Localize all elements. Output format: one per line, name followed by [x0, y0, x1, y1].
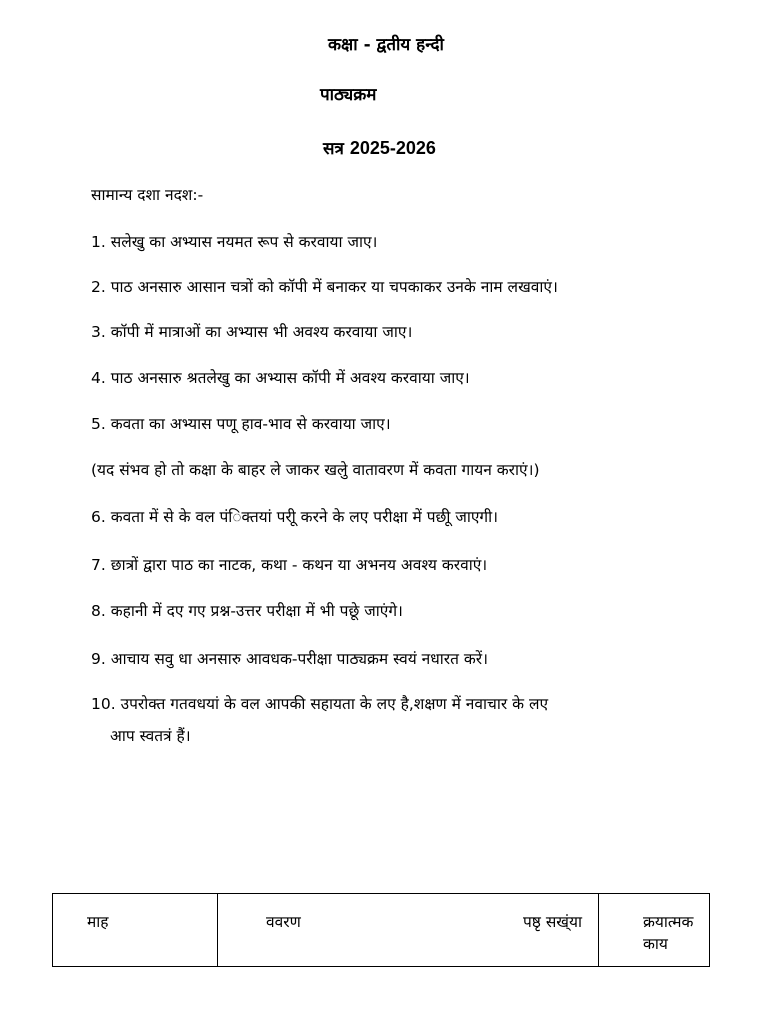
instruction-item: 3. कॉपी में मात्राओं का अभ्यास भी अवश्य करवाया जाए।	[91, 323, 413, 341]
instruction-item-continuation: आप स्वतत्रं हैं।	[110, 727, 191, 745]
table-header-row	[53, 894, 710, 967]
instruction-item: 6. कवता में से के वल पंिक्तयां परीू करने के लए परीक्षा में पछीू जाएगी।	[91, 508, 499, 526]
instructions-heading: सामान्य दशा नदश:-	[91, 186, 204, 204]
header-month: माह	[53, 894, 218, 967]
session-label: सत्र	[323, 139, 344, 159]
instruction-item: 1. सलेखु का अभ्यास नयमत रूप से करवाया जाए।	[91, 233, 378, 251]
session-year: 2025-2026	[349, 138, 436, 158]
instruction-item: 7. छात्रों द्वारा पाठ का नाटक, कथा - कथन या अभनय अवश्य करवाएं।	[91, 556, 488, 574]
header-description: ववरण	[266, 913, 301, 931]
instruction-item: 5. कवता का अभ्यास पणू हाव-भाव से करवाया जाए।	[91, 415, 391, 433]
instruction-item: 9. आचाय सवु धा अनसारु आवधक-परीक्षा पाठ्यक्रम स्वयं नधारत करें।	[91, 650, 489, 668]
syllabus-heading: पाठ्यक्रम	[320, 85, 377, 105]
header-activity: क्रयात्मक काय	[599, 894, 710, 967]
instruction-note: (यद संभव हो तो कक्षा के बाहर ले जाकर खलेु वातावरण में कवता गायन कराएं।)	[91, 461, 540, 479]
instruction-item: 2. पाठ अनसारु आसान चत्रों को कॉपी में बनाकर या चपकाकर उनके नाम लखवाएं।	[91, 278, 558, 296]
instruction-item: 8. कहानी में दए गए प्रश्न-उत्तर परीक्षा में भी पछूे जाएंगे।	[91, 602, 403, 620]
instruction-item: 10. उपरोक्त गतवधयां के वल आपकी सहायता के लए है,शक्षण में नवाचार के लए	[91, 695, 549, 713]
session-line	[323, 136, 436, 159]
header-description-cell	[218, 894, 599, 967]
instruction-item: 4. पाठ अनसारु श्रतलेखु का अभ्यास कॉपी में अवश्य करवाया जाए।	[91, 369, 470, 387]
header-page-count: पष्ठृ सख्ंया	[522, 913, 582, 931]
class-title: कक्षा - द्वतीय हन्दी	[328, 35, 444, 55]
syllabus-table	[52, 893, 710, 967]
